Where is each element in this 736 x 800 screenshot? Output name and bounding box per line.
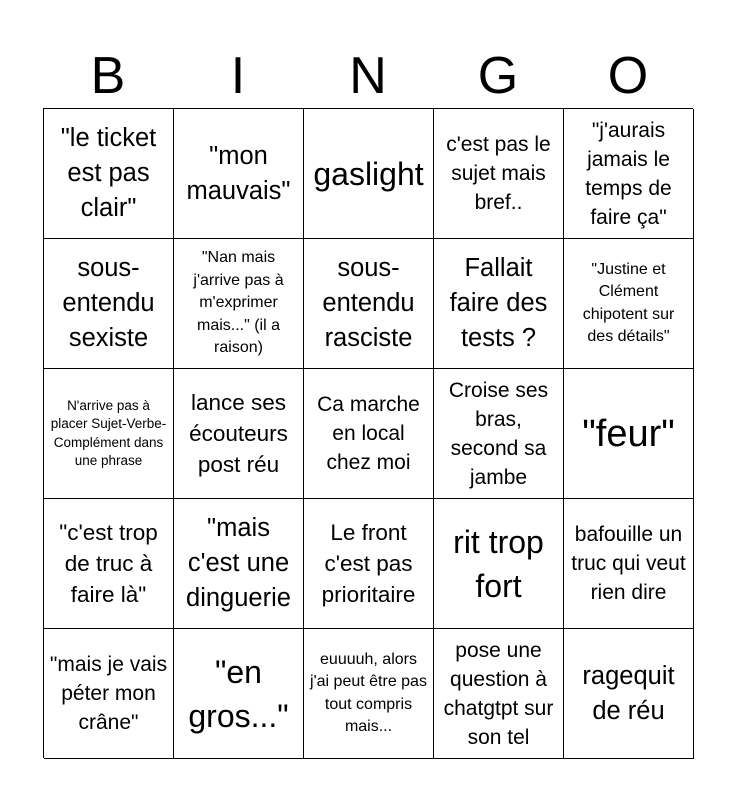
bingo-cell-9[interactable]: Fallait faire des tests ? (434, 239, 564, 369)
bingo-cell-8[interactable]: sous-entendu rasciste (304, 239, 434, 369)
bingo-cell-13[interactable]: Ca marche en local chez moi (304, 369, 434, 499)
bingo-cell-18[interactable]: Le front c'est pas prioritaire (304, 499, 434, 629)
bingo-cell-3[interactable]: gaslight (304, 109, 434, 239)
bingo-cell-24[interactable]: pose une question à chatgtpt sur son tel (434, 629, 564, 759)
bingo-cell-21[interactable]: "mais je vais péter mon crâne" (44, 629, 174, 759)
bingo-cell-20[interactable]: bafouille un truc qui veut rien dire (564, 499, 694, 629)
bingo-cell-5[interactable]: "j'aurais jamais le temps de faire ça" (564, 109, 694, 239)
bingo-cell-16[interactable]: "c'est trop de truc à faire là" (44, 499, 174, 629)
bingo-cell-15[interactable]: "feur" (564, 369, 694, 499)
bingo-header (43, 44, 693, 108)
bingo-cell-23[interactable]: euuuuh, alors j'ai peut être pas tout compris mais... (304, 629, 434, 759)
bingo-cell-14[interactable]: Croise ses bras, second sa jambe (434, 369, 564, 499)
bingo-cell-11[interactable]: N'arrive pas à placer Sujet-Verbe-Complément dans une phrase (44, 369, 174, 499)
bingo-cell-22[interactable]: "en gros..." (174, 629, 304, 759)
header-letter-g: G (477, 47, 519, 105)
bingo-grid (43, 108, 693, 758)
bingo-cell-7[interactable]: "Nan mais j'arrive pas à m'exprimer mais..." (il a raison) (174, 239, 304, 369)
bingo-cell-1[interactable]: "le ticket est pas clair" (44, 109, 174, 239)
bingo-cell-2[interactable]: "mon mauvais" (174, 109, 304, 239)
header-letter-o: O (607, 47, 649, 105)
bingo-cell-17[interactable]: "mais c'est une dinguerie (174, 499, 304, 629)
bingo-cell-10[interactable]: "Justine et Clément chipotent sur des détails" (564, 239, 694, 369)
header-letter-i: I (230, 47, 246, 105)
header-letter-n: N (349, 47, 387, 105)
bingo-cell-6[interactable]: sous-entendu sexiste (44, 239, 174, 369)
bingo-cell-4[interactable]: c'est pas le sujet mais bref.. (434, 109, 564, 239)
bingo-cell-25[interactable]: ragequit de réu (564, 629, 694, 759)
bingo-cell-12[interactable]: lance ses écouteurs post réu (174, 369, 304, 499)
bingo-cell-19[interactable]: rit trop fort (434, 499, 564, 629)
header-letter-b: B (90, 47, 126, 105)
